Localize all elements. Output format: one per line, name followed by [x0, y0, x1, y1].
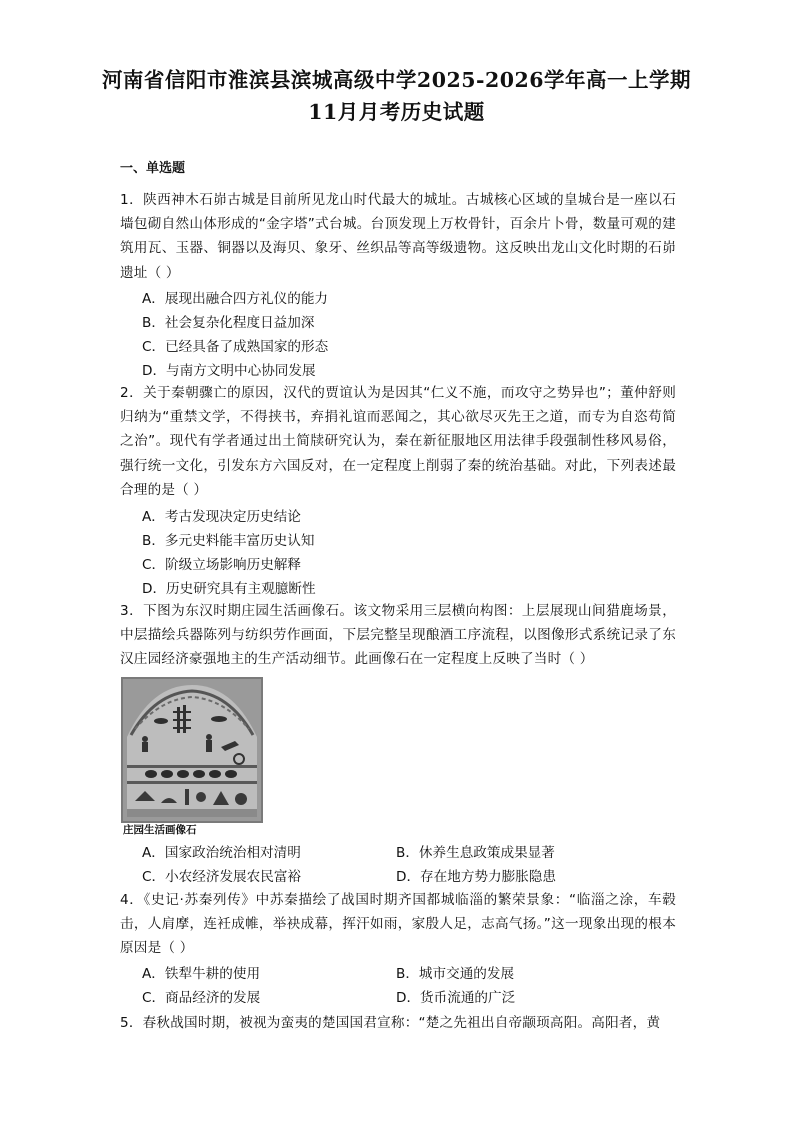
question-3-stem: 3．下图为东汉时期庄园生活画像石。该文物采用三层横向构图：上层展现山间猎鹿场景，中层描绘兵器陈列与纺织劳作画面，下层完整呈现酿酒工序流程，以图像形式系统记录了东汉庄园经济豪强地主的生产活动细节。此画像石在一定程度上反映了当时（ ） — [120, 603, 676, 668]
question-2-stem: 2．关于秦朝骤亡的原因，汉代的贾谊认为是因其“仁义不施，而攻守之势异也”；董仲舒则归纳为“重禁文学，不得挟书，弃捐礼谊而恶闻之，其心欲尽灭先王之道，而专为自恣苟简之治”。现代有学者通过出土简牍研究认为，秦在新征服地区用法律手段强制性移风易俗，强行统一文化，引发东方六国反对，在一定程度上削弱了秦的统治基础。对此，下列表述最合理的是（ ） — [120, 385, 676, 498]
stone-relief-illustration — [121, 677, 263, 823]
question-2-option-b[interactable]: B．多元史料能丰富历史认知 — [142, 533, 315, 549]
figure-caption: 庄园生活画像石 — [123, 824, 197, 836]
question-3-option-d[interactable]: D．存在地方势力膨胀隐患 — [396, 869, 556, 885]
question-3-option-a[interactable]: A．国家政治统治相对清明 — [142, 845, 301, 861]
question-1-stem: 1．陕西神木石峁古城是目前所见龙山时代最大的城址。古城核心区域的皇城台是一座以石墙包砌自然山体形成的“金字塔”式台城。台顶发现上万枚骨针，百余片卜骨，数量可观的建筑用瓦、玉器、铜器以及海贝、象牙、丝织品等高等级遗物。这反映出龙山文化时期的石峁遗址（ ） — [120, 192, 676, 281]
question-1-option-b[interactable]: B．社会复杂化程度日益加深 — [142, 315, 315, 331]
question-2-option-a[interactable]: A．考古发现决定历史结论 — [142, 509, 301, 525]
question-3-option-b[interactable]: B．休养生息政策成果显著 — [396, 845, 555, 861]
question-4-option-c[interactable]: C．商品经济的发展 — [142, 990, 261, 1006]
stone-relief-image — [121, 677, 263, 839]
question-1-option-d[interactable]: D．与南方文明中心协同发展 — [142, 363, 316, 379]
question-4-option-a[interactable]: A．铁犁牛耕的使用 — [142, 966, 261, 982]
question-4-option-b[interactable]: B．城市交通的发展 — [396, 966, 515, 982]
question-1-option-c[interactable]: C．已经具备了成熟国家的形态 — [142, 339, 329, 355]
question-2-option-c[interactable]: C．阶级立场影响历史解释 — [142, 557, 302, 573]
question-4-option-d[interactable]: D．货币流通的广泛 — [396, 990, 516, 1006]
question-3-option-c[interactable]: C．小农经济发展农民富裕 — [142, 869, 302, 885]
page-title: 河南省信阳市淮滨县滨城高级中学2025-2026学年高一上学期11月月考历史试题 — [101, 68, 692, 124]
question-5-stem: 5．春秋战国时期，被视为蛮夷的楚国国君宣称：“楚之先祖出自帝颛顼高阳。高阳者，黄 — [120, 1015, 661, 1031]
section-heading: 一、单选题 — [120, 161, 186, 176]
question-4-stem: 4．《史记·苏秦列传》中苏秦描绘了战国时期齐国都城临淄的繁荣景象：“临淄之涂，车毂击，人肩摩，连衽成帷，举袂成幕，挥汗如雨，家殷人足，志高气扬。”这一现象出现的根本原因是（ ） — [120, 892, 676, 957]
question-1-option-a[interactable]: A．展现出融合四方礼仪的能力 — [142, 291, 329, 307]
question-2-option-d[interactable]: D．历史研究具有主观臆断性 — [142, 581, 316, 597]
